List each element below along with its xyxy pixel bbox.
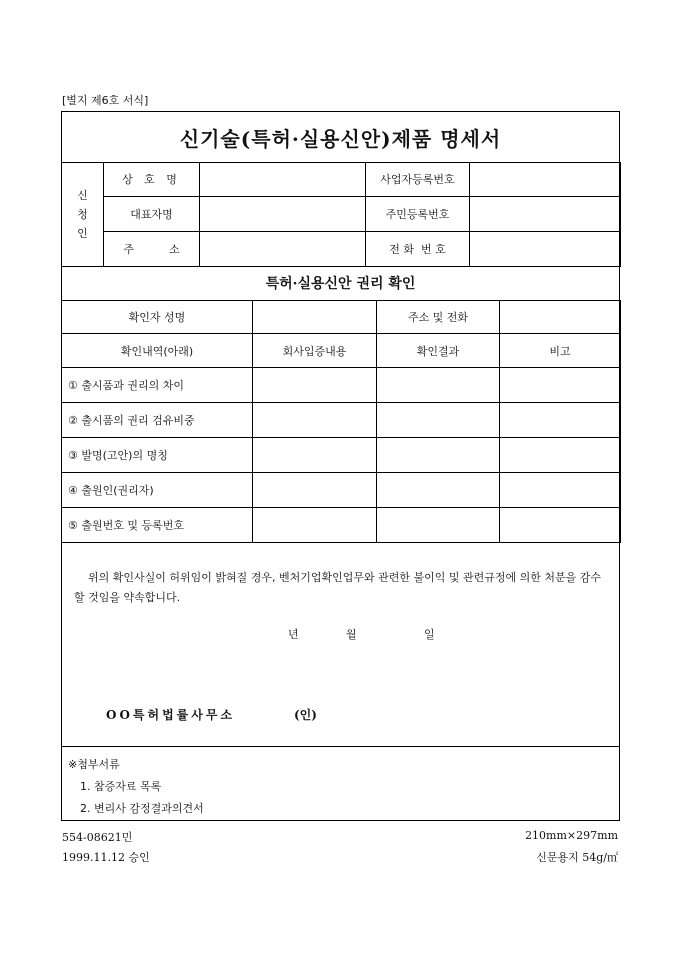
company-proof-cell[interactable]	[253, 368, 377, 403]
table-row	[62, 473, 621, 508]
resident-reg-field[interactable]	[470, 197, 621, 232]
remarks-cell[interactable]	[500, 438, 621, 473]
confirmer-contact-field[interactable]	[500, 300, 621, 334]
section-title: 특허·실용신안 권리 확인	[62, 266, 619, 301]
phone-field[interactable]	[470, 232, 621, 267]
date-month: 월	[346, 628, 357, 641]
check-result-cell[interactable]	[377, 368, 500, 403]
representative-label: 대표자명	[104, 197, 200, 232]
company-name-label: 상 호 명	[104, 162, 200, 197]
table-row	[62, 368, 621, 403]
office-name: OO특허법률사무소	[106, 708, 236, 722]
confirmer-name-field[interactable]	[253, 300, 377, 334]
business-reg-field[interactable]	[470, 162, 621, 197]
header-remarks: 비고	[500, 334, 621, 368]
business-reg-label: 사업자등록번호	[366, 162, 470, 197]
check-result-cell[interactable]	[377, 438, 500, 473]
confirmer-contact-label: 주소 및 전화	[377, 300, 500, 334]
header-check-details: 확인내역(아래)	[62, 334, 253, 368]
paper-type: 신문용지 54g/㎡	[536, 851, 618, 864]
address-label: 주 소	[104, 232, 200, 267]
company-proof-cell[interactable]	[253, 403, 377, 438]
applicant-side-label: 신 청 인	[62, 162, 104, 267]
company-proof-cell[interactable]	[253, 508, 377, 543]
declaration-text: 위의 확인사실이 허위임이 밝혀질 경우, 벤처기업확인업무와 관련한 불이익 및 관련규정에 의한 처분을 감수할 것임을 약속합니다.	[74, 571, 601, 604]
confirmer-name-label: 확인자 성명	[62, 300, 253, 334]
remarks-cell[interactable]	[500, 473, 621, 508]
table-row	[62, 403, 621, 438]
remarks-cell[interactable]	[500, 368, 621, 403]
check-item-label: ⑤ 출원번호 및 등록번호	[62, 508, 253, 543]
form-number: 554-08621민	[62, 831, 133, 844]
form-label: [별지 제6호 서식]	[62, 94, 149, 107]
check-result-cell[interactable]	[377, 473, 500, 508]
check-result-cell[interactable]	[377, 508, 500, 543]
header-check-result: 확인결과	[377, 334, 500, 368]
company-name-field[interactable]	[200, 162, 366, 197]
paper-size: 210mm×297mm	[525, 829, 618, 842]
resident-reg-label: 주민등록번호	[366, 197, 470, 232]
attachment-item: 2. 변리사 감정결과의견서	[80, 802, 204, 815]
date-day: 일	[424, 628, 435, 641]
form-frame	[61, 111, 620, 821]
applicant-table	[61, 162, 621, 267]
seal-mark: (인)	[294, 708, 317, 722]
check-result-cell[interactable]	[377, 403, 500, 438]
table-row	[62, 438, 621, 473]
date-year: 년	[288, 628, 299, 641]
check-item-label: ④ 출원인(권리자)	[62, 473, 253, 508]
attachments	[62, 746, 619, 820]
address-field[interactable]	[200, 232, 366, 267]
form-title: 신기술(특허·실용신안)제품 명세서	[62, 112, 619, 163]
remarks-cell[interactable]	[500, 403, 621, 438]
check-item-label: ② 출시품의 권리 검유비중	[62, 403, 253, 438]
representative-field[interactable]	[200, 197, 366, 232]
phone-label: 전 화 번 호	[366, 232, 470, 267]
header-company-proof: 회사입증내용	[253, 334, 377, 368]
company-proof-cell[interactable]	[253, 473, 377, 508]
table-row	[62, 508, 621, 543]
company-proof-cell[interactable]	[253, 438, 377, 473]
attachment-item: 1. 참증자료 목록	[80, 780, 162, 793]
check-item-label: ③ 발명(고안)의 명칭	[62, 438, 253, 473]
approval-date: 1999.11.12 승인	[62, 851, 150, 864]
check-item-label: ① 출시품과 권리의 차이	[62, 368, 253, 403]
remarks-cell[interactable]	[500, 508, 621, 543]
check-table	[61, 300, 621, 543]
attachments-title: ※첨부서류	[68, 758, 120, 771]
